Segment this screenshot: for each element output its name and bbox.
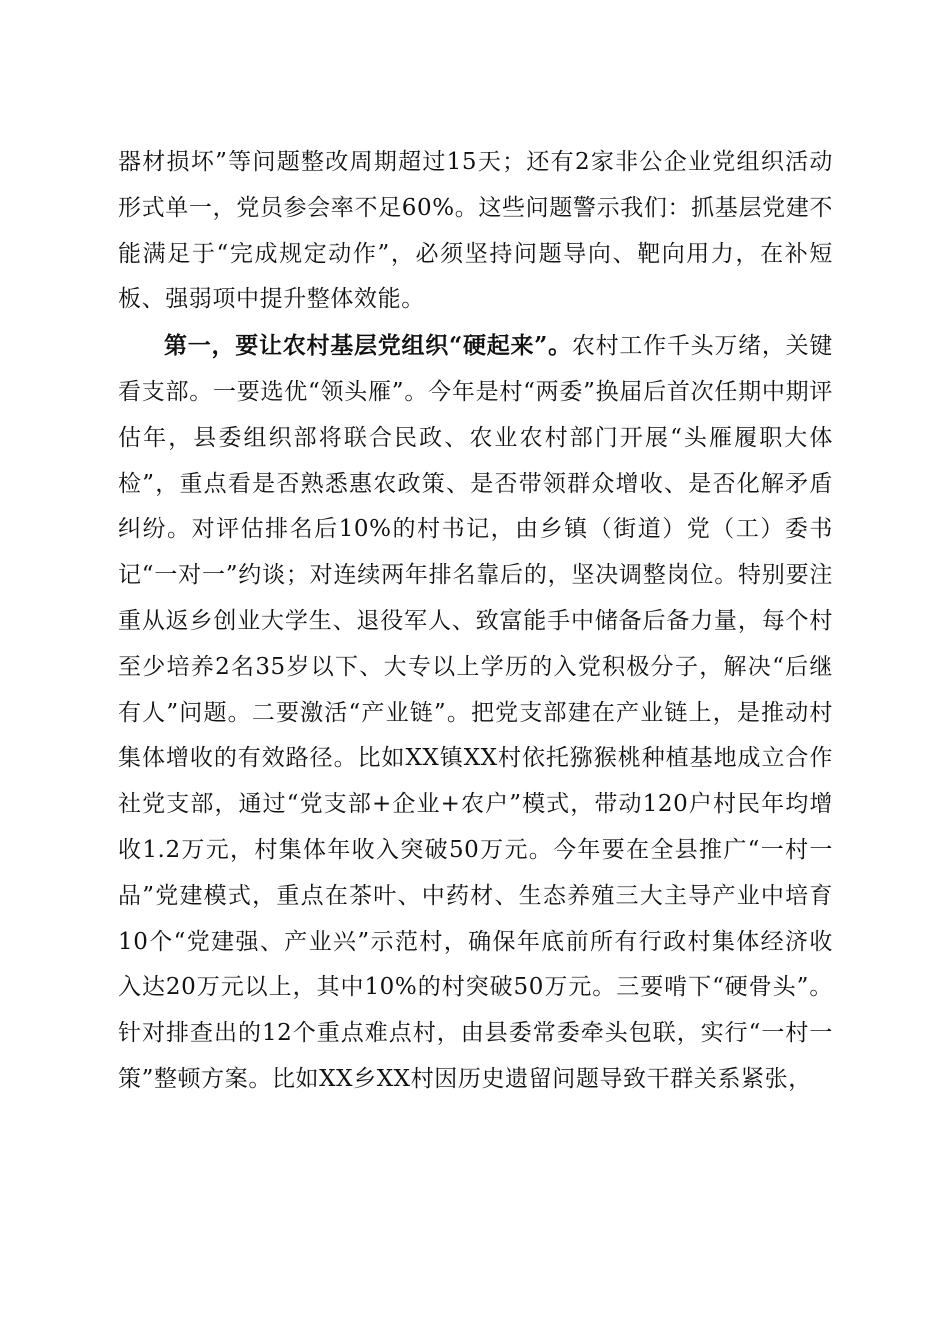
paragraph-body-text: 农村工作千头万绪，关键看支部。一要选优“领头雁”。今年是村“两委”换届后首次任期中期评估年，县委组织部将联合民政、农业农村部门开展“头雁履职大体检”，重点看是否熟悉惠农政策、是否带领群众增收、是否化解矛盾纠纷。对评估排名后10%的村书记，由乡镇（街道）党（工）委书记“一对一”约谈；对连续两年排名靠后的，坚决调整岗位。特别要注重从返乡创业大学生、退役军人、致富能手中储备后备力量，每个村至少培养2名35岁以下、大专以上学历的入党积极分子，解决“后继有人”问题。二要激活“产业链”。把党支部建在产业链上，是推动村集体增收的有效路径。比如XX镇XX村依托猕猴桃种植基地成立合作社党支部，通过“党支部+企业+农户”模式，带动120户村民年均增收1.2万元，村集体年收入突破50万元。今年要在全县推广“一村一品”党建模式，重点在茶叶、中药材、生态养殖三大主导产业中培育10个“党建强、产业兴”示范村，确保年底前所有行政村集体经济收入达20万元以上，其中10%的村突破50万元。三要啃下“硬骨头”。针对排查出的12个重点难点村，由县委常委牵头包联，实行“一村一策”整顿方案。比如XX乡XX村因历史遗留问题导致干群关系紧张， <box>118 333 833 1092</box>
paragraph-continuation: 器材损坏”等问题整改周期超过15天；还有2家非公企业党组织活动形式单一，党员参会率不足60%。这些问题警示我们：抓基层党建不能满足于“完成规定动作”，必须坚持问题导向、靶向用力，在补短板、强弱项中提升整体效能。 <box>118 149 833 313</box>
paragraph-first-point <box>118 323 833 1103</box>
paragraph-lead-heading: 第一，要让农村基层党组织“硬起来”。 <box>164 332 572 360</box>
document-body <box>118 140 833 1103</box>
